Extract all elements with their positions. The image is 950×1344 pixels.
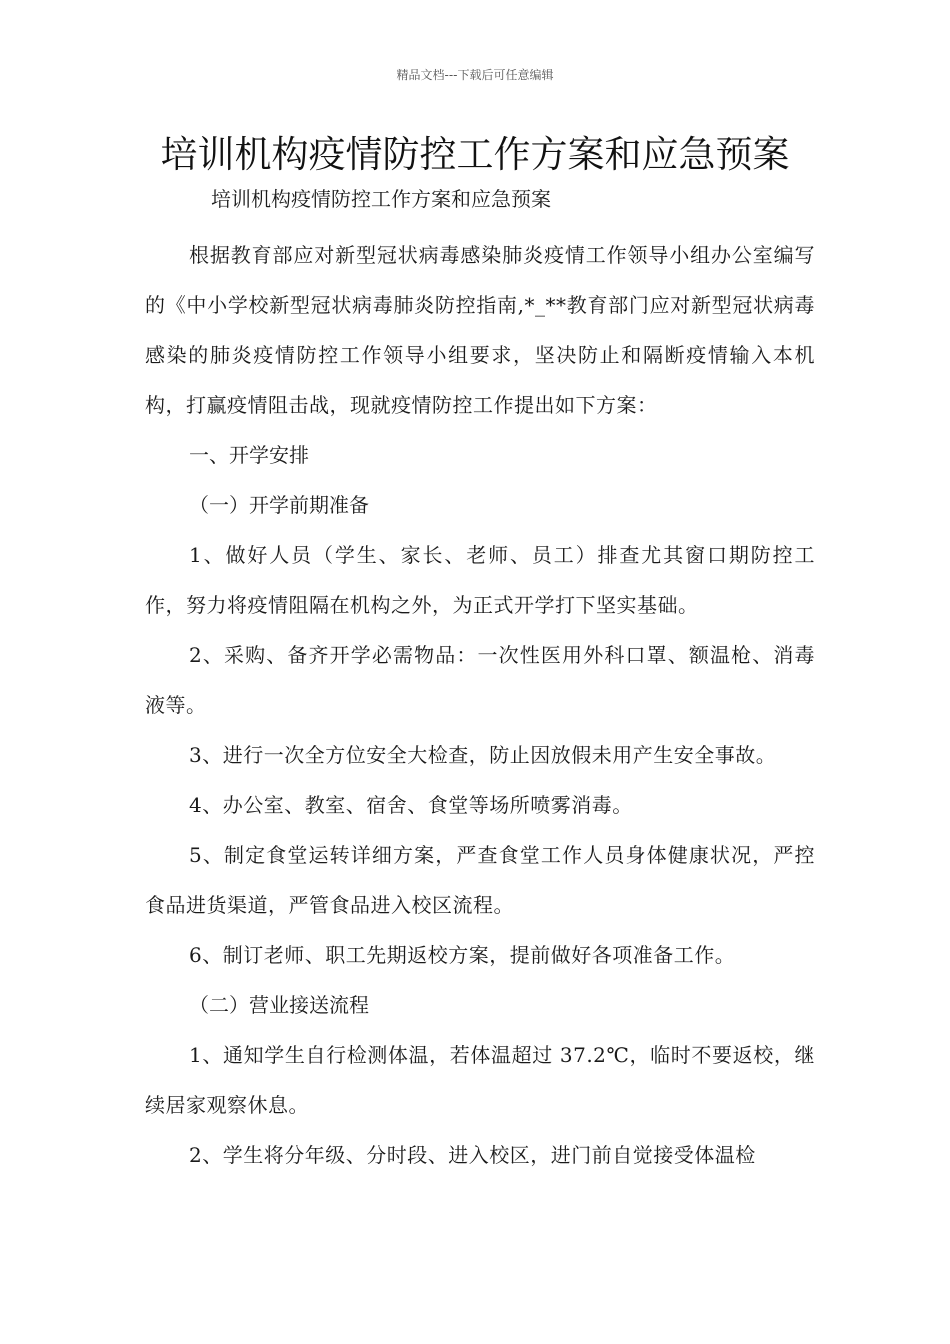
subsection-heading-1: （一）开学前期准备 bbox=[189, 493, 369, 517]
list-item: 5、制定食堂运转详细方案，严查食堂工作人员身体健康状况，严控食品进货渠道，严管食品进入校区流程。 bbox=[145, 843, 815, 917]
list-item: 2、采购、备齐开学必需物品：一次性医用外科口罩、额温枪、消毒液等。 bbox=[145, 643, 815, 717]
list-item: 2、学生将分年级、分时段、进入校区，进门前自觉接受体温检 bbox=[189, 1143, 756, 1167]
list-item: 4、办公室、教室、宿舍、食堂等场所喷雾消毒。 bbox=[189, 793, 633, 817]
list-item: 1、通知学生自行检测体温，若体温超过 37.2℃，临时不要返校，继续居家观察休息。 bbox=[145, 1043, 815, 1117]
header-note: 精品文档---下载后可任意编辑 bbox=[396, 68, 554, 82]
section-heading-1: 一、开学安排 bbox=[189, 443, 309, 467]
list-item: 6、制订老师、职工先期返校方案，提前做好各项准备工作。 bbox=[189, 943, 736, 967]
list-item: 1、做好人员（学生、家长、老师、员工）排查尤其窗口期防控工作，努力将疫情阻隔在机构之外，为正式开学打下坚实基础。 bbox=[145, 543, 815, 617]
subsection-heading-2: （二）营业接送流程 bbox=[189, 993, 369, 1017]
list-item: 3、进行一次全方位安全大检查，防止因放假未用产生安全事故。 bbox=[189, 743, 777, 767]
document-subtitle: 培训机构疫情防控工作方案和应急预案 bbox=[211, 187, 551, 211]
document-title: 培训机构疫情防控工作方案和应急预案 bbox=[160, 133, 790, 176]
intro-paragraph: 根据教育部应对新型冠状病毒感染肺炎疫情工作领导小组办公室编写的《中小学校新型冠状病毒肺炎防控指南,*_**教育部门应对新型冠状病毒感染的肺炎疫情防控工作领导小组要求，坚决防止和隔断疫情输入本机构，打赢疫情阻击战，现就疫情防控工作提出如下方案： bbox=[145, 243, 815, 417]
document-body bbox=[145, 230, 815, 1180]
